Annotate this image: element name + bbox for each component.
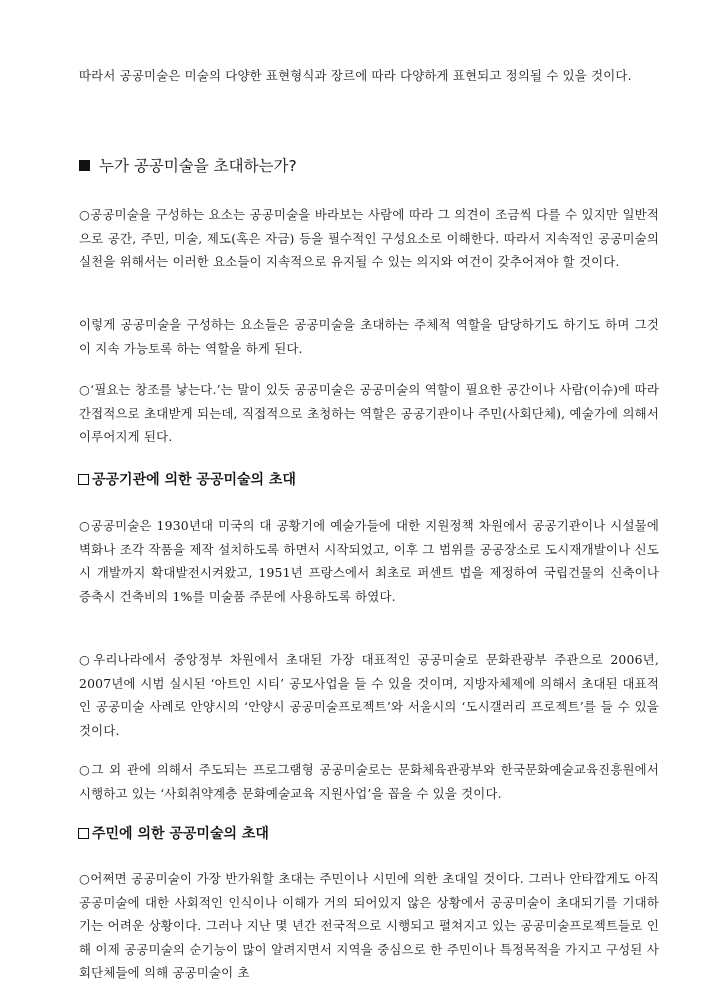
subheading-residents-text: 주민에 의한 공공미술의 초대: [92, 826, 269, 842]
subheading-residents: [78, 823, 269, 843]
paragraph-residents-invitation: ○어쩌면 공공미술이 가장 반가워할 초대는 주민이나 시민에 의한 초대일 것이다. 그러나 안타깝게도 아직 공공미술에 대한 사회적인 인식이나 이해가 거의 되어있지 않은 상황에서 공공미술이 초대되기를 기대하기는 어려운 상황이다. 그러나 지난 몇 년간 전국적으로 시행되고 펼쳐지고 있는 공공미술프로젝트들로 인해 이제 공공미술의 순기능이 많이 알려지면서 지역을 중심으로 한 주민이나 특정목적을 가지고 구성된 사회단체들에 의해 공공미술이 초: [79, 871, 659, 980]
subheading-public-institutions: [78, 469, 296, 489]
empty-square-bullet-icon: [78, 474, 89, 485]
paragraph-roles: 이렇게 공공미술을 구성하는 요소들은 공공미술을 초대하는 주체적 역할을 담당하기도 하기도 하며 그것이 지속 가능토록 하는 역할을 하게 된다.: [79, 317, 659, 356]
section-heading-main: [79, 154, 297, 176]
paragraph-history: ○공공미술은 1930년대 미국의 대 공황기에 예술가들에 대한 지원정책 차원에서 공공기관이나 시설물에 벽화나 조각 작품을 제작 설치하도록 하면서 시작되었고, 이후 그 범위를 공공장소로 도시재개발이나 신도시 개발까지 확대발전시켜왔고, 1951년 프랑스에서 최초로 퍼센트 법을 제정하여 국립건물의 신축이나 증축시 건축비의 1%를 미술품 주문에 사용하도록 하였다.: [79, 518, 659, 604]
filled-square-bullet-icon: [79, 160, 90, 171]
paragraph-korea-cases: ○우리나라에서 중앙정부 차원에서 초대된 가장 대표적인 공공미술로 문화관광부 주관으로 2006년, 2007년에 시범 실시된 ‘아트인 시티’ 공모사업을 들 수 있을 것이며, 지방자체제에 의해서 초대된 대표적인 공공미술 사례로 안양시의 ‘안양시 공공미술프로젝트’와 서울시의 ‘도시갤러리 프로젝트’를 들 수 있을 것이다.: [79, 652, 659, 738]
paragraph-program-type: ○그 외 관에 의해서 주도되는 프로그램형 공공미술로는 문화체육관광부와 한국문화예술교육진흥원에서 시행하고 있는 ‘사회취약계층 문화예술교육 지원사업’을 꼽을 수 있을 것이다.: [79, 762, 659, 801]
subheading-public-institutions-text: 공공기관에 의한 공공미술의 초대: [92, 472, 296, 488]
section-heading-main-text: 누가 공공미술을 초대하는가?: [99, 157, 297, 175]
intro-paragraph: 따라서 공공미술은 미술의 다양한 표현형식과 장르에 따라 다양하게 표현되고 정의될 수 있을 것이다.: [79, 68, 632, 83]
paragraph-components: ○공공미술을 구성하는 요소는 공공미술을 바라보는 사람에 따라 그 의견이 조금씩 다를 수 있지만 일반적으로 공간, 주민, 미술, 제도(혹은 자금) 등을 필수적인 구성요소로 이해한다. 따라서 지속적인 공공미술의 실천을 위해서는 이러한 요소들이 지속적으로 유지될 수 있는 의지와 여건이 갖추어져야 할 것이다.: [79, 207, 659, 269]
paragraph-necessity: ○‘필요는 창조를 낳는다.’는 말이 있듯 공공미술은 공공미술의 역할이 필요한 공간이나 사람(이슈)에 따라 간접적으로 초대받게 되는데, 직접적으로 초청하는 역할은 공공기관이나 주민(사회단체), 예술가에 의해서 이루어지게 된다.: [79, 382, 659, 444]
empty-square-bullet-icon: [78, 828, 89, 839]
